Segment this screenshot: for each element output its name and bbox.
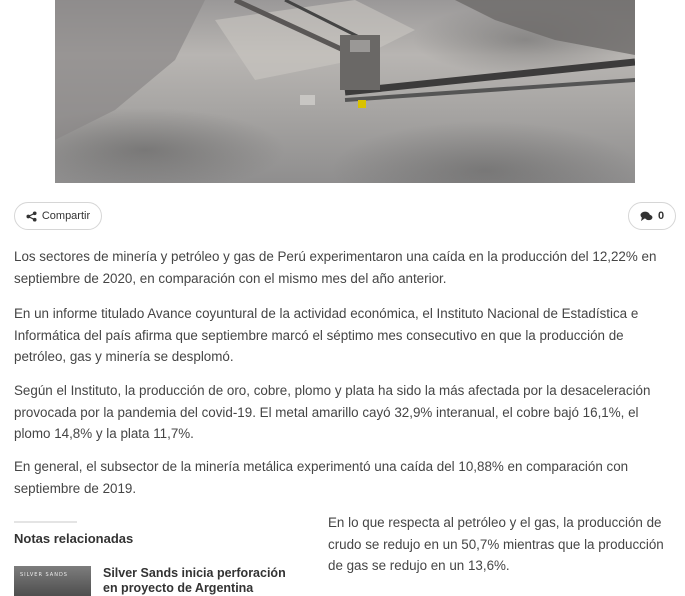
- related-note-title[interactable]: Silver Sands inicia perforación en proyecto de Argentina: [103, 566, 286, 595]
- related-notes-heading: Notas relacionadas: [14, 531, 134, 546]
- share-button[interactable]: [14, 202, 102, 230]
- article-paragraph: En un informe titulado Avance coyuntural de la actividad económica, el Instituto Nacional de Estadística e Informática del país afirma que septiembre marcó el séptimo mes consecutivo en que la producción de petróleo, gas y minería se desplomó.: [14, 306, 639, 364]
- related-note-item[interactable]: [14, 566, 314, 596]
- comments-button[interactable]: [628, 202, 676, 230]
- article-side-paragraph: En lo que respecta al petróleo y el gas, la producción de crudo se redujo en un 50,7% mientras que la producción de gas se redujo en un 13,6%.: [328, 515, 664, 573]
- thumbnail-logo-text: SILVER SANDS: [20, 572, 68, 578]
- article-paragraph: En general, el subsector de la minería metálica experimentó una caída del 10,88% en comparación con septiembre de 2019.: [14, 459, 629, 496]
- related-note-thumbnail[interactable]: [14, 566, 91, 596]
- related-notes-section: [14, 521, 304, 546]
- article-paragraph: Según el Instituto, la producción de oro, cobre, plomo y plata ha sido la más afectada por la desaceleración provocada por la pandemia del covid-19. El metal amarillo cayó 32,9% interanual, el cobre bajó 16,1%, el plomo 14,8% y la plata 11,7%.: [14, 383, 651, 441]
- article-paragraph: Los sectores de minería y petróleo y gas de Perú experimentaron una caída en la producción del 12,22% en septiembre de 2020, en comparación con el mismo mes del año anterior.: [14, 249, 657, 286]
- comments-count: 0: [657, 210, 665, 222]
- mine-conveyor-illustration: [55, 0, 635, 183]
- section-divider: [14, 521, 77, 523]
- article-hero-image: [55, 0, 635, 183]
- share-label: Compartir: [41, 210, 91, 222]
- comment-icon: [640, 211, 653, 222]
- share-icon: [26, 211, 37, 222]
